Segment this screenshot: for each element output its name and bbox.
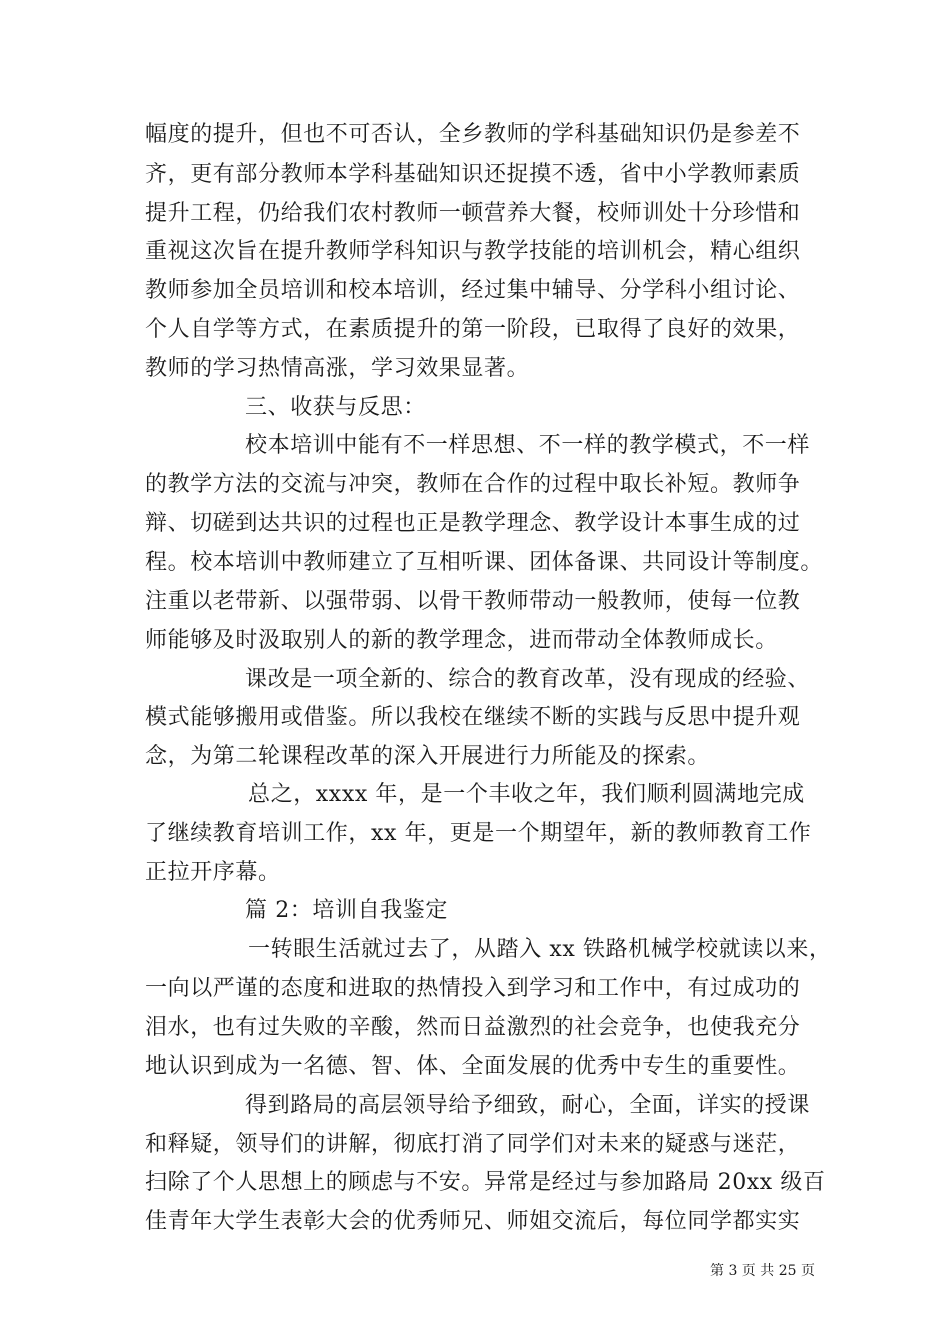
text-line: 佳青年大学生表彰大会的优秀师兄、师姐交流后，每位同学都实实 [145, 1209, 801, 1234]
section-heading: 篇 2：培训自我鉴定 [245, 898, 448, 923]
text-line: 一向以严谨的态度和进取的热情投入到学习和工作中，有过成功的 [145, 976, 801, 1001]
page-number: 第 3 页 共 25 页 [710, 1263, 815, 1279]
text-line: 辩、切磋到达共识的过程也正是教学理念、教学设计本事生成的过 [145, 511, 801, 536]
text-line: 幅度的提升，但也不可否认，全乡教师的学科基础知识仍是参差不 [145, 122, 801, 147]
text-line: 重视这次旨在提升教师学科知识与教学技能的培训机会，精心组织 [145, 239, 801, 264]
text-line: 教师参加全员培训和校本培训，经过集中辅导、分学科小组讨论、 [145, 278, 801, 303]
text-line: 扫除了个人思想上的顾虑与不安。异常是经过与参加路局 20xx 级百 [145, 1170, 826, 1195]
text-line: 注重以老带新、以强带弱、以骨干教师带动一般教师，使每一位教 [145, 589, 801, 614]
text-line: 了继续教育培训工作，xx 年，更是一个期望年，新的教师教育工作 [145, 821, 812, 846]
text-line: 一转眼生活就过去了，从踏入 xx 铁路机械学校就读以来， [248, 937, 832, 962]
text-line: 师能够及时汲取别人的新的教学理念，进而带动全体教师成长。 [145, 628, 778, 653]
text-line: 教师的学习热情高涨，学习效果显著。 [145, 356, 530, 381]
text-line: 课改是一项全新的、综合的教育改革，没有现成的经验、 [245, 667, 811, 692]
text-line: 模式能够搬用或借鉴。所以我校在继续不断的实践与反思中提升观 [145, 705, 801, 730]
text-line: 的教学方法的交流与冲突，教师在合作的过程中取长补短。教师争 [145, 472, 801, 497]
text-line: 校本培训中能有不一样思想、不一样的教学模式，不一样 [245, 433, 811, 458]
section-heading: 三、收获与反思： [245, 395, 426, 420]
text-line: 和释疑，领导们的讲解，彻底打消了同学们对未来的疑惑与迷茫， [145, 1132, 801, 1157]
text-line: 齐，更有部分教师本学科基础知识还捉摸不透，省中小学教师素质 [145, 162, 801, 187]
text-line: 程。校本培训中教师建立了互相听课、团体备课、共同设计等制度。 [145, 550, 824, 575]
text-line: 地认识到成为一名德、智、体、全面发展的优秀中专生的重要性。 [145, 1054, 801, 1079]
text-line: 正拉开序幕。 [145, 860, 281, 885]
text-line: 提升工程，仍给我们农村教师一顿营养大餐，校师训处十分珍惜和 [145, 201, 801, 226]
text-line: 泪水，也有过失败的辛酸，然而日益激烈的社会竞争，也使我充分 [145, 1015, 801, 1040]
text-line: 总之，xxxx 年，是一个丰收之年，我们顺利圆满地完成 [248, 782, 805, 807]
text-line: 得到路局的高层领导给予细致，耐心，全面，详实的授课 [245, 1093, 811, 1118]
text-line: 念，为第二轮课程改革的深入开展进行力所能及的探索。 [145, 744, 711, 769]
text-line: 个人自学等方式，在素质提升的第一阶段，已取得了良好的效果， [145, 317, 801, 342]
